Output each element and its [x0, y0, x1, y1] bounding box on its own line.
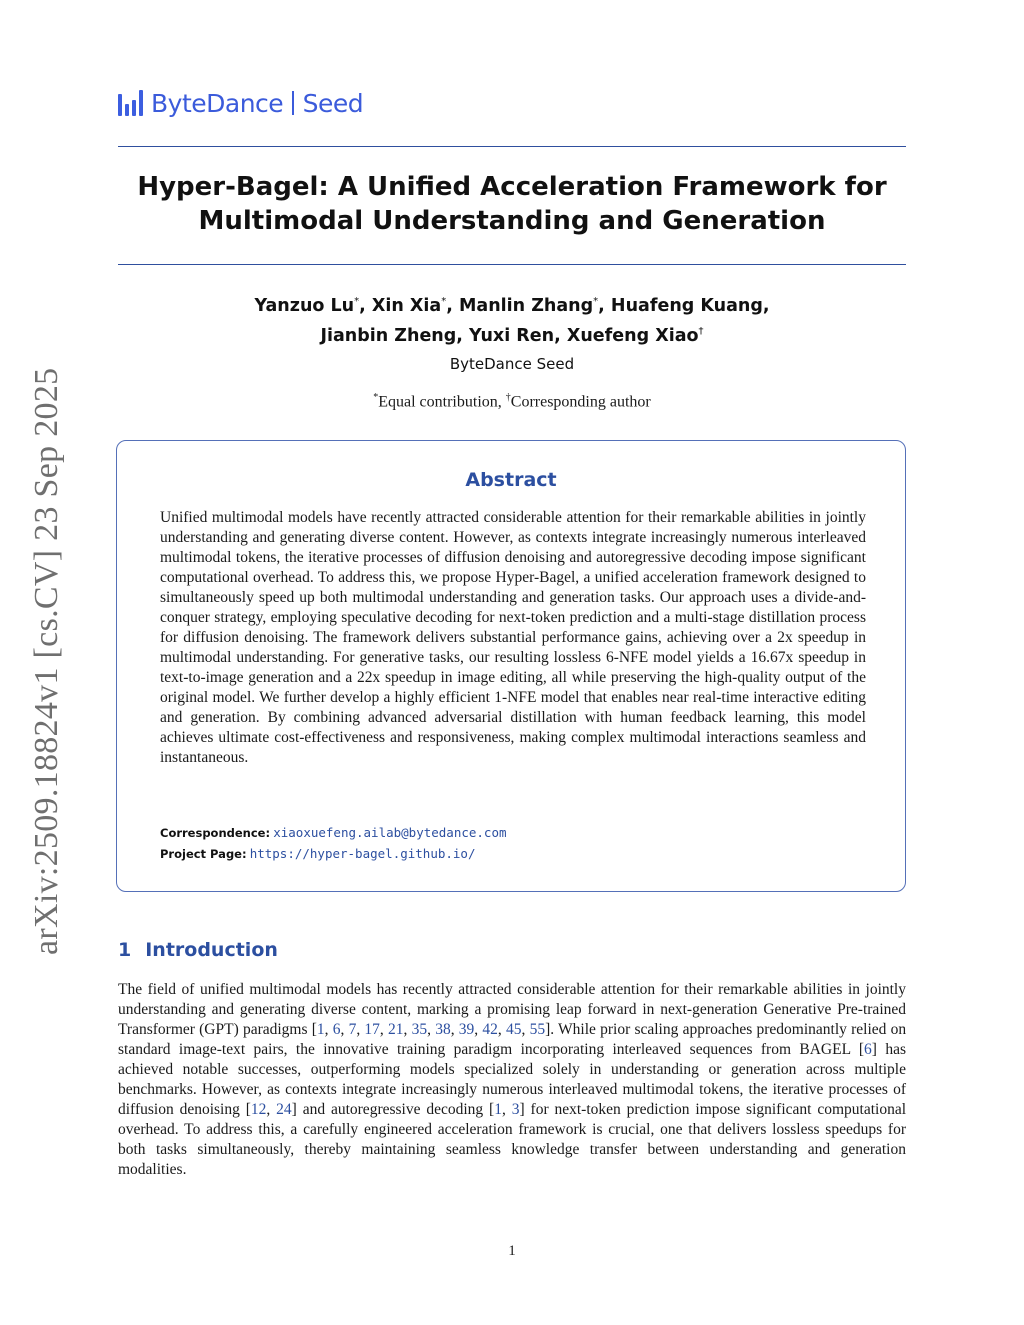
- citation-link[interactable]: 7: [348, 1021, 357, 1038]
- citation-link[interactable]: 35: [411, 1021, 428, 1038]
- title-rule: [118, 264, 906, 265]
- author-name: Huafeng Kuang: [610, 295, 763, 316]
- section-title: Introduction: [145, 939, 278, 961]
- project-page-line: [160, 846, 475, 862]
- corresponding-mark: †: [505, 392, 511, 403]
- citation-link[interactable]: 3: [511, 1101, 520, 1118]
- citation-link[interactable]: 39: [458, 1021, 475, 1038]
- affiliation: ByteDance Seed: [449, 355, 575, 373]
- introduction-paragraph: The field of unified multimodal models has recently attracted considerable attention for their remarkable abilities in jointly understanding and generating diverse content, marking a promising leap forward in next-generation Generative Pre-trained Transformer (GPT) paradigms [1, 6, 7, 17, 21, 35, 38, 39, 42, 45, 55]. While prior scaling approaches predominantly relied on standard image-text pairs, the innovative training paradigm incorporating interleaved sequences from BAGEL [6] has achieved notable successes, outperforming models specialized solely in understanding or generation across multiple benchmarks. However, as contexts integrate increasingly numerous interleaved multimodal tokens, the iterative processes of diffusion denoising [12, 24] and autoregressive decoding [1, 3] for next-token prediction impose significant computational overhead. To address this, a carefully engineered acceleration framework is crucial, one that delivers lossless speedups for both tasks simultaneously, thereby maintaining seamless knowledge transfer between understanding and generation modalities.: [118, 981, 907, 1178]
- bytedance-logo-icon: [118, 90, 143, 116]
- citation-link[interactable]: 21: [388, 1021, 404, 1038]
- correspondence-line: [160, 825, 507, 841]
- arxiv-identifier: arXiv:2509.18824v1 [cs.CV] 23 Sep 2025: [28, 367, 65, 955]
- intro-text: ] has achieved notable successes, outperforming models specialized solely in understanding or generation across multiple benchmarks. However, as contexts integrate increasingly numerous interleaved multimodal tokens, the iterative processes of diffusion denoising [: [118, 1041, 907, 1118]
- author-name: Yanzuo Lu: [254, 295, 355, 316]
- author-name: Manlin Zhang: [458, 295, 594, 316]
- citation-link[interactable]: 24: [276, 1101, 292, 1118]
- equal-mark: *: [373, 392, 379, 403]
- section-heading: [118, 939, 278, 961]
- logo-brand-text: ByteDance: [151, 88, 284, 118]
- citation-link[interactable]: 6: [332, 1021, 341, 1038]
- corresponding-author-text: Corresponding author: [510, 393, 651, 411]
- author-list: Yanzuo Lu*, Xin Xia*, Manlin Zhang*, Huafeng Kuang, Jianbin Zheng, Yuxi Ren, Xuefeng Xiao†: [254, 295, 770, 346]
- top-rule: [118, 146, 906, 147]
- abstract-box: [116, 440, 906, 892]
- correspondence-label: Correspondence:: [160, 826, 271, 840]
- abstract-text: Unified multimodal models have recently attracted considerable attention for their remarkable abilities in jointly understanding and generating diverse content. However, as contexts integrate increasingly numerous interleaved multimodal tokens, the iterative processes of diffusion denoising and autoregressive decoding impose significant computational overhead. To address this, we propose Hyper-Bagel, a unified acceleration framework designed to simultaneously speed up both multimodal understanding and generation tasks. Our approach uses a divide-and-conquer strategy, employing speculative decoding for next-token prediction and a multi-stage distillation process for diffusion denoising. The framework delivers substantial performance gains, achieving over a 2x speedup in multimodal understanding. For generative tasks, our resulting lossless 6-NFE model yields a 16.67x speedup in text-to-image generation and a 22x speedup in image editing, all while preserving the high-quality output of the original model. We further develop a highly efficient 1-NFE model that enables near real-time interactive editing and generation. By combining advanced adversarial distillation with human feedback learning, this model achieves ultimate cost-effectiveness and responsiveness, making complex multimodal interactions seamless and instantaneous.: [160, 509, 866, 766]
- project-page-label: Project Page:: [160, 847, 247, 861]
- intro-text: ]. While prior scaling approaches predominantly relied on standard image-text pairs, the innovative training paradigm incorporating interleaved sequences from BAGEL [: [118, 1021, 907, 1058]
- author-name: Xuefeng Xiao: [566, 325, 699, 346]
- project-page-link[interactable]: https://hyper-bagel.github.io/: [249, 846, 476, 861]
- section-number: 1: [118, 939, 132, 961]
- equal-contribution-text: Equal contribution,: [378, 393, 502, 411]
- contribution-note: [118, 392, 906, 411]
- intro-text: The field of unified multimodal models has recently attracted considerable attention for their remarkable abilities in jointly understanding and generating diverse content, marking a promising leap forward in next-generation Generative Pre-trained Transformer (GPT) paradigms [: [118, 981, 906, 1038]
- citation-link[interactable]: 12: [250, 1101, 267, 1118]
- paper-title: Hyper-Bagel: A Unified Acceleration Framework for Multimodal Understanding and Generation: [137, 172, 887, 236]
- citation-link[interactable]: 1: [316, 1021, 325, 1038]
- logo-product-text: Seed: [302, 88, 364, 118]
- citation-link[interactable]: 42: [482, 1021, 498, 1038]
- citation-link[interactable]: 38: [435, 1021, 451, 1038]
- intro-text: ] for next-token prediction impose significant computational overhead. To address this, a carefully engineered acceleration framework is crucial, one that delivers lossless speedups for both tasks simultaneously, thereby maintaining seamless knowledge transfer between understanding and generation modalities.: [118, 1101, 907, 1178]
- logo-separator: [292, 91, 294, 115]
- citation-link[interactable]: 1: [494, 1101, 502, 1118]
- citation-link[interactable]: 17: [364, 1021, 380, 1038]
- page-number: 1: [508, 1243, 516, 1259]
- equal-mark: *: [593, 296, 599, 307]
- equal-mark: *: [441, 296, 447, 307]
- corresponding-mark: †: [698, 325, 704, 337]
- author-name: Yuxi Ren: [469, 325, 555, 346]
- citation-link[interactable]: 55: [529, 1021, 546, 1038]
- author-name: Xin Xia: [371, 295, 442, 316]
- citation-link[interactable]: 45: [505, 1021, 522, 1038]
- bytedance-seed-logo: [118, 88, 363, 118]
- equal-mark: *: [354, 296, 360, 307]
- abstract-heading: Abstract: [465, 469, 557, 491]
- citation-link[interactable]: 6: [864, 1041, 872, 1058]
- intro-text: ] and autoregressive decoding [: [291, 1101, 495, 1118]
- author-name: Jianbin Zheng: [320, 325, 457, 346]
- correspondence-email-link[interactable]: xiaoxuefeng.ailab@bytedance.com: [273, 825, 507, 840]
